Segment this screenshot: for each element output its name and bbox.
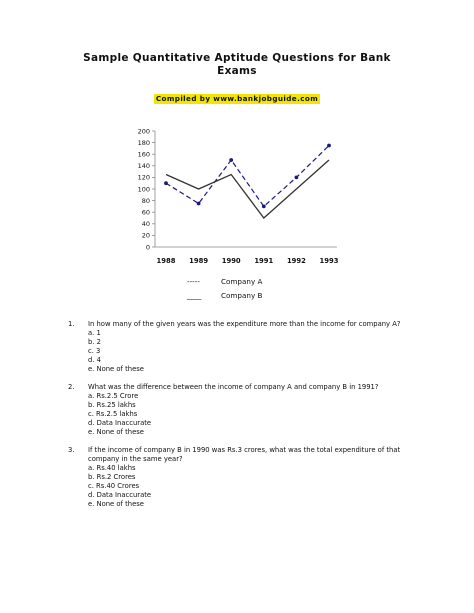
x-tick-label: 1992 [286,257,306,265]
question-number: 1. [68,320,75,328]
x-tick-label: 1989 [189,257,209,265]
data-point-company-a [164,181,168,185]
question-number: 3. [68,446,75,454]
title-line-2: Exams [217,65,257,77]
y-tick-label: 80 [141,196,150,205]
data-point-company-a [295,176,299,180]
question-item [68,383,408,437]
legend-label: Company A [221,277,263,286]
answer-option: a. 1 [88,329,101,337]
y-tick-label: 0 [145,243,150,252]
y-tick-label: 140 [137,162,150,171]
data-point-company-a [229,158,233,162]
series-line-company-b [166,160,329,218]
answer-option: c. Rs.2.5 lakhs [88,410,138,418]
x-tick-label: 1991 [254,257,274,265]
question-item [68,446,408,509]
answer-option: d. 4 [88,356,101,364]
answer-option: e. None of these [88,428,144,436]
y-tick-label: 100 [137,185,150,194]
answer-option: b. Rs.2 Crores [88,473,136,481]
answer-option: b. Rs.25 lakhs [88,401,136,409]
question-text: What was the difference between the income of company A and company B in 1991? [88,383,379,391]
legend-label: Company B [221,291,263,300]
x-tick-label: 1990 [221,257,241,265]
y-tick-label: 120 [137,173,150,182]
data-point-company-a [327,144,331,148]
question-list [68,320,408,518]
x-tick-label: 1993 [319,257,339,265]
question-number: 2. [68,383,75,391]
answer-option: e. None of these [88,500,144,508]
y-tick-label: 40 [141,220,150,229]
y-tick-label: 160 [137,150,150,159]
question-item [68,320,408,374]
compiled-by-banner: Compiled by www.bankjobguide.com [155,94,319,103]
y-tick-label: 180 [137,138,150,147]
answer-option: a. Rs.2.5 Crore [88,392,139,400]
answer-option: a. Rs.40 lakhs [88,464,136,472]
answer-option: d. Data Inaccurate [88,419,152,427]
answer-option: b. 2 [88,338,101,346]
x-tick-label: 1988 [156,257,176,265]
data-point-company-a [262,205,266,209]
title-line-1: Sample Quantitative Aptitude Questions for Bank [83,52,391,64]
answer-option: e. None of these [88,365,144,373]
answer-option: c. 3 [88,347,101,355]
question-text: In how many of the given years was the expenditure more than the income for company A? [88,320,401,328]
data-point-company-a [197,202,201,206]
question-text: If the income of company B in 1990 was Rs.3 crores, what was the total expenditure of that company in the same year? [88,446,401,463]
y-tick-label: 200 [137,127,150,136]
y-tick-label: 20 [141,231,150,240]
y-tick-label: 60 [141,208,150,217]
legend-sample: ____ [187,291,202,300]
answer-option: c. Rs.40 Crores [88,482,140,490]
legend-sample: ----- [187,277,200,286]
answer-option: d. Data Inaccurate [88,491,152,499]
